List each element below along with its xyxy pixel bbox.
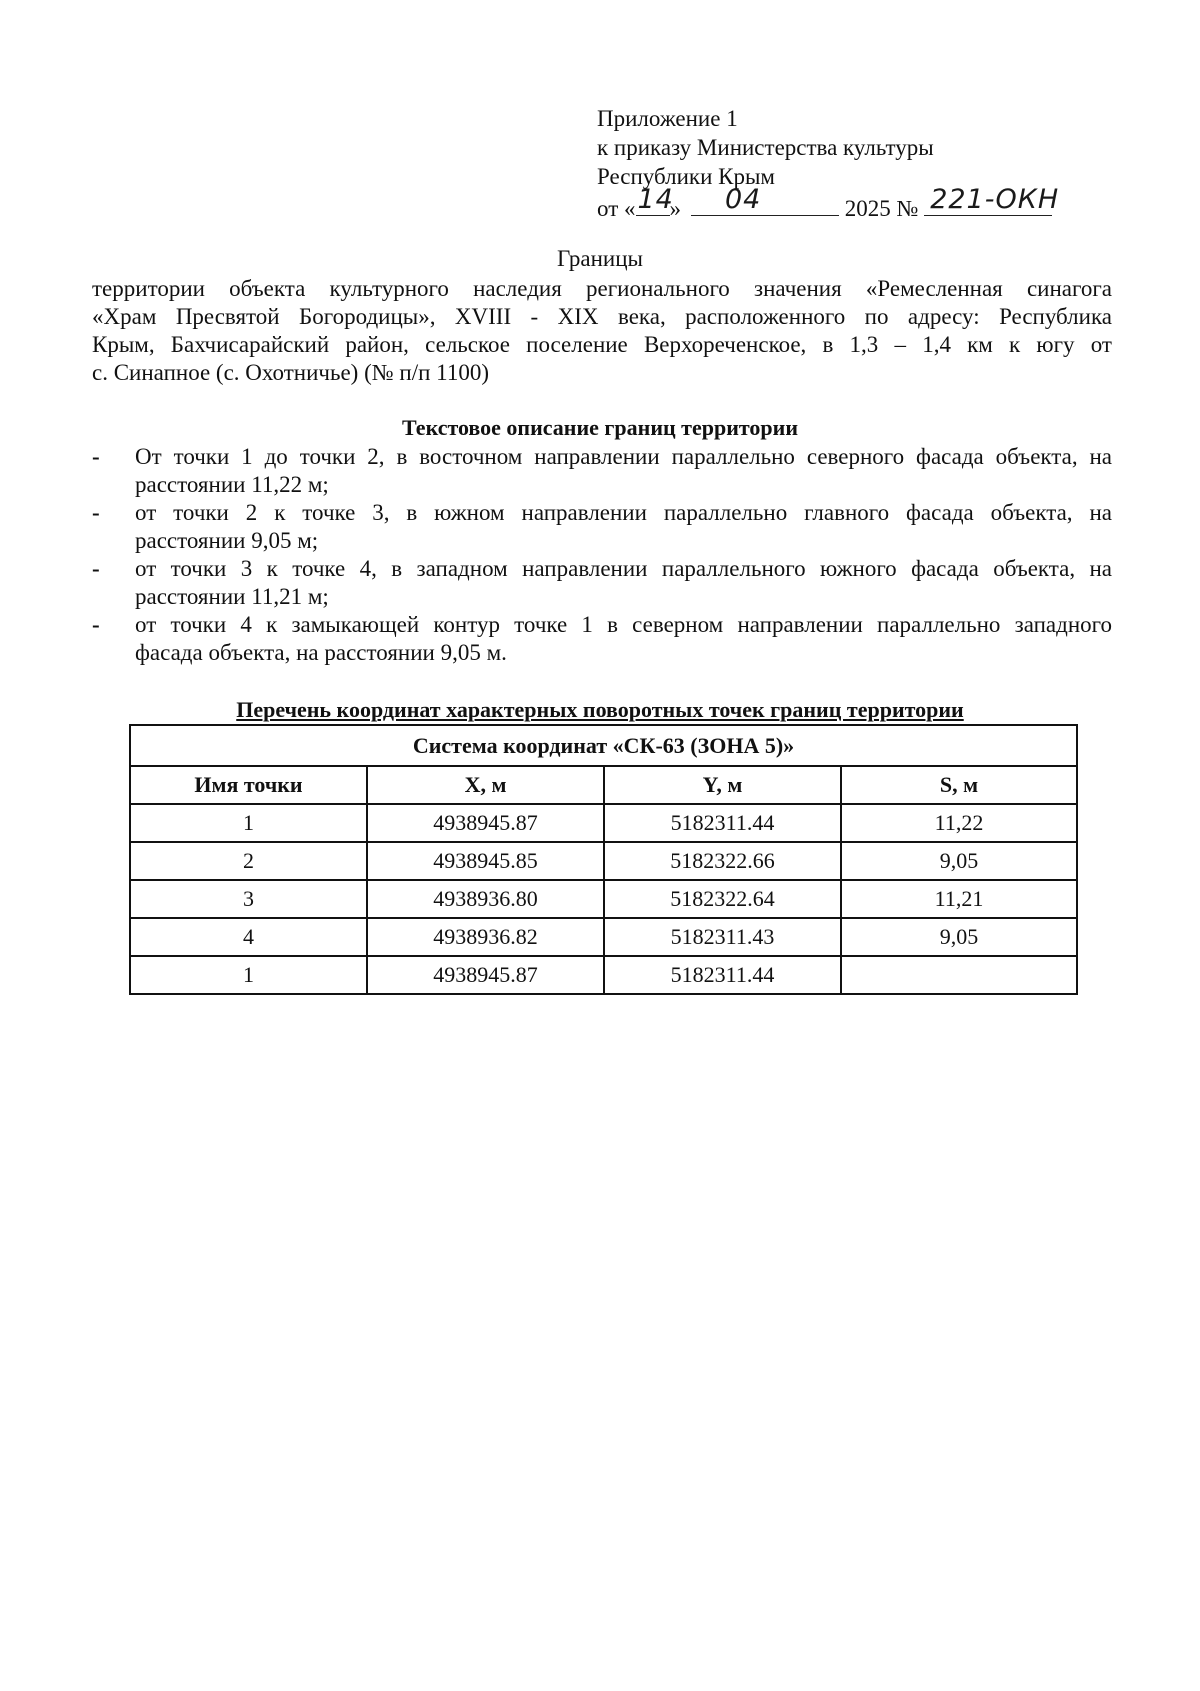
order-number-handwritten: 221-ОКН xyxy=(930,184,1060,215)
date-day-handwritten: 14 xyxy=(637,184,674,215)
table-row xyxy=(130,804,1077,842)
list-item-line: от точки 2 к точке 3, в южном направлении параллельно главного фасада объекта, на xyxy=(135,500,1112,525)
date-close-quote: » xyxy=(669,196,681,221)
date-month-handwritten: 04 xyxy=(725,184,762,215)
list-item-line: расстоянии 11,22 м; xyxy=(135,472,329,497)
list-item-line: расстоянии 11,21 м; xyxy=(135,584,329,609)
annex-label: Приложение 1 xyxy=(597,106,738,131)
list-item xyxy=(92,611,1112,667)
coordinate-system-header: Система координат «СК-63 (ЗОНА 5)» xyxy=(130,725,1077,766)
cell-y: 5182322.64 xyxy=(604,880,841,918)
bullet-dash: - xyxy=(92,556,100,581)
intro-line: с. Синапное (с. Охотничье) (№ п/п 1100) xyxy=(92,360,489,385)
list-item xyxy=(92,499,1112,555)
cell-y: 5182311.43 xyxy=(604,918,841,956)
cell-point-name: 1 xyxy=(130,956,367,994)
intro-line: Крым, Бахчисарайский район, сельское поселение Верхореченское, в 1,3 – 1,4 км к югу от xyxy=(92,332,1112,357)
list-item-line: От точки 1 до точки 2, в восточном направлении параллельно северного фасада объекта, на xyxy=(135,444,1112,469)
cell-s: 9,05 xyxy=(841,918,1077,956)
annex-header xyxy=(597,104,1117,225)
cell-point-name: 3 xyxy=(130,880,367,918)
list-item-line: расстоянии 9,05 м; xyxy=(135,528,319,553)
column-header-point-name: Имя точки xyxy=(130,766,367,804)
intro-line: территории объекта культурного наследия регионального значения «Ремесленная синагога xyxy=(92,276,1112,301)
coordinates-table xyxy=(129,724,1078,995)
document-title: Границы xyxy=(557,246,643,271)
cell-point-name: 4 xyxy=(130,918,367,956)
cell-s xyxy=(841,956,1077,994)
column-header-s: S, м xyxy=(841,766,1077,804)
bullet-dash: - xyxy=(92,444,100,469)
list-item-line: фасада объекта, на расстоянии 9,05 м. xyxy=(135,640,507,665)
cell-y: 5182322.66 xyxy=(604,842,841,880)
table-row xyxy=(130,918,1077,956)
date-year: 2025 № xyxy=(844,196,919,221)
cell-x: 4938936.80 xyxy=(367,880,604,918)
cell-x: 4938945.87 xyxy=(367,956,604,994)
list-item xyxy=(92,443,1112,499)
annex-order-ref: к приказу Министерства культуры xyxy=(597,135,934,160)
list-item-line: от точки 4 к замыкающей контур точке 1 в северном направлении параллельно западного xyxy=(135,612,1112,637)
table-row xyxy=(130,880,1077,918)
date-prefix: от « xyxy=(597,196,636,221)
cell-s: 11,22 xyxy=(841,804,1077,842)
boundary-description-list xyxy=(92,443,1112,667)
cell-y: 5182311.44 xyxy=(604,956,841,994)
cell-y: 5182311.44 xyxy=(604,804,841,842)
column-header-y: Y, м xyxy=(604,766,841,804)
cell-s: 9,05 xyxy=(841,842,1077,880)
table-row xyxy=(130,842,1077,880)
table-header-row xyxy=(130,766,1077,804)
column-header-x: X, м xyxy=(367,766,604,804)
date-day-field xyxy=(636,184,674,216)
cell-x: 4938945.87 xyxy=(367,804,604,842)
table-caption: Перечень координат характерных поворотных точек границ территории xyxy=(236,697,964,722)
section-title: Текстовое описание границ территории xyxy=(401,415,799,440)
cell-x: 4938945.85 xyxy=(367,842,604,880)
order-number-field xyxy=(924,184,1060,216)
list-item-line: от точки 3 к точке 4, в западном направлении параллельного южного фасада объекта, на xyxy=(135,556,1112,581)
cell-point-name: 2 xyxy=(130,842,367,880)
intro-line: «Храм Пресвятой Богородицы», XVIII - XIX века, расположенного по адресу: Республика xyxy=(92,304,1112,329)
annex-republic: Республики Крым xyxy=(597,164,775,189)
cell-point-name: 1 xyxy=(130,804,367,842)
intro-paragraph xyxy=(92,275,1112,387)
bullet-dash: - xyxy=(92,500,100,525)
bullet-dash: - xyxy=(92,612,100,637)
cell-x: 4938936.82 xyxy=(367,918,604,956)
date-month-field xyxy=(691,184,839,216)
list-item xyxy=(92,555,1112,611)
table-row xyxy=(130,956,1077,994)
order-date-line xyxy=(597,184,1117,225)
cell-s: 11,21 xyxy=(841,880,1077,918)
